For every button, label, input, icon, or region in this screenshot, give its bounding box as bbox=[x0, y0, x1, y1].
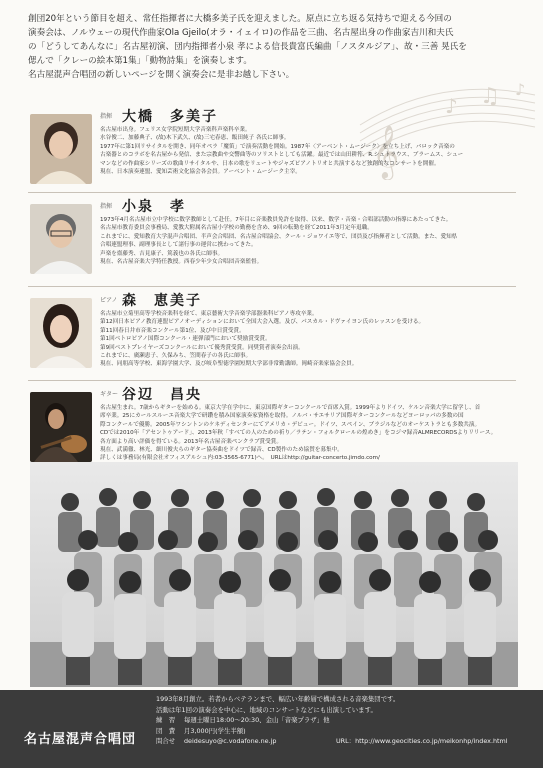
bio-line: 現在、日本演奏連盟、愛知芸術文化協会各会員。アーベント・ムージーク主宰。 bbox=[100, 169, 301, 176]
svg-text:𝄞: 𝄞 bbox=[372, 124, 400, 178]
bio-role: ギター bbox=[100, 391, 118, 398]
intro-line: 名古屋混声合唱団の新しいページを開く演奏会に是非お越し下さい。 bbox=[28, 70, 295, 80]
contact-label: 問合せ bbox=[156, 737, 176, 745]
bio-line: 各方面より高い評価を得ている。2013年名古屋音楽ペンクラブ賞受賞。 bbox=[100, 438, 282, 445]
bio-line: 現在、名古屋音楽大学特任教授。西春少年少女合唱団音楽監督。 bbox=[100, 259, 263, 266]
choir-desc-line: 活動は年1回の演奏会を中心に、地域のコンサートなどにも出演しています。 bbox=[156, 705, 377, 714]
bio-text bbox=[100, 404, 530, 463]
bio-name: 谷辺 昌央 bbox=[122, 387, 202, 403]
portrait-photo bbox=[30, 204, 92, 274]
bio-line: 第9回ベストプレイヤーズコンクールにおいて優秀賞受賞。同奨賞者演奏会出演。 bbox=[100, 344, 304, 351]
bio-line: 現在、同朋高等学校、東海学園大学、及び岐阜聖徳学園短期大学部非常勤講師。岡崎音楽家協会会員。 bbox=[100, 361, 358, 368]
intro-line: 創団20年という節目を超え、常任指揮者に大橋多美子氏を迎えました。原点に立ち返る気持ちで迎える今回の bbox=[28, 14, 452, 24]
bio-line: 1977年に第1回リサイタルを開き、同年オペラ「魔笛」で演奏活動を開始。1987年〈アーベント・ムージーク〉を立ち上げ、バロック音楽の bbox=[100, 143, 455, 150]
choir-name: 名古屋混声合唱団 bbox=[24, 732, 137, 747]
choir-info-footer bbox=[0, 690, 543, 768]
bio-role: 指揮 bbox=[100, 203, 113, 210]
contact-email[interactable]: deidesuyo@c.vodafone.ne.jp bbox=[184, 737, 277, 745]
choir-desc-line: 1993年8月創立。若者からベテランまで、幅広い年齢層で構成される音楽集団です。 bbox=[156, 695, 400, 703]
bio-text bbox=[100, 216, 530, 266]
divider bbox=[28, 192, 516, 193]
choir-details bbox=[156, 694, 536, 747]
bio-role: 指揮 bbox=[100, 113, 113, 120]
svg-text:♪: ♪ bbox=[445, 94, 458, 118]
intro-line: 演奏会は、ノルウェーの現代作曲家Ola Gjeilo(オラ・イェイロ)の作品を三曲、名古屋出身の作曲家吉川和夫氏 bbox=[28, 28, 454, 38]
bio-line: 名古屋生まれ。7歳からギターを始める。東京大学在学中に、東京国際ギターコンクールで首席入賞。1999年よりドイツ、ケルン音楽大学に留学し、首 bbox=[100, 405, 481, 411]
fee-value: 月3,000円(学生半額) bbox=[184, 726, 246, 735]
bio-line: 詳しくは事務局(有限会社オフィスアルシュ内:03-3565-6771)へ。 URLはhttp://guitar-concerto.jimdo.com/ bbox=[100, 455, 380, 462]
bio-line: 名古屋市立菊里高等学校音楽科を経て、東京藝術大学音楽学部器楽科ピアノ専攻卒業。 bbox=[100, 311, 318, 317]
bio-line: 古楽器とのコラボを名古屋から発信、また宗教曲や交響曲等のソリストとしても活躍。最近では山田耕筰、R.シュトラウス、ブラームス、シュー bbox=[100, 152, 464, 159]
svg-text:♪: ♪ bbox=[515, 80, 526, 99]
bio-text bbox=[100, 126, 530, 176]
bio-role: ピアノ bbox=[100, 297, 118, 304]
intro-line: の「どうしてあんなに」名古屋初演、団内指揮者小泉 孝による信長貴富氏編曲「ノスタルジア」、故・三善 晃氏を bbox=[28, 42, 467, 52]
practice-value: 毎週土曜日18:00〜20:30、金山「音楽プラザ」他 bbox=[184, 716, 330, 724]
divider bbox=[28, 286, 516, 287]
bio-line: 際コンクールで優勝。2005年ワシントンのケネディセンターにてアメリカ・デビュー。ドイツ、スペイン、ブラジルなどのオーケストラとも多数共演。 bbox=[100, 421, 481, 428]
practice-row bbox=[156, 715, 536, 726]
svg-text:♫: ♫ bbox=[480, 84, 500, 109]
bio-line: 声楽を齋藤秀、吉見康子、篤義也の各氏に師事。 bbox=[100, 250, 224, 257]
website-url[interactable]: URL：http://www.geocities.co.jp/meikonhp/index.html bbox=[336, 737, 508, 745]
bio-line: これまでに、廣瀬恵子、久保みち、笠間春子の各氏に師事。 bbox=[100, 353, 252, 360]
bio-line: 水谷俊二、加藤典子、(故)木下武久、(故)三宅春恵、飯田純子 各氏に師事。 bbox=[100, 135, 290, 142]
bio-line: 第1回ベトロピアノ国際コンクール・連弾部門において奨励賞受賞。 bbox=[100, 336, 271, 343]
fee-label: 団 費 bbox=[156, 726, 176, 735]
bio-line: 第12回日本ピアノ教育連盟ピアノオーディションにおいて全国大会入選。及び、パスカル・ドヴァイヨン氏のレッスンを受ける。 bbox=[100, 319, 425, 326]
intro-line: 偲んで「クレーの絵本第1集」「動物詩集」を演奏します。 bbox=[28, 56, 252, 66]
bio-line: 1973年4月名古屋市立中学校に数学教師として赴任。7年目に音楽教員免許を取得、以来、数学・音楽・合唱部活動の指導にあたってきた。 bbox=[100, 217, 452, 223]
portrait-photo bbox=[30, 114, 92, 184]
bio-line: 席卒業。25にカールスルーエ音楽大学で研鑽を積み国家演奏家資格を取得。ノルバ・サエサリア国際ギターコンクールなどヨーロッパの多数の国 bbox=[100, 413, 464, 420]
portrait-photo bbox=[30, 298, 92, 368]
bio-line: 第11回春日井市音楽コンクール第1位、及び中日賞受賞。 bbox=[100, 327, 245, 334]
practice-label: 練 習 bbox=[156, 716, 176, 724]
bio-name: 小泉 孝 bbox=[122, 199, 186, 215]
bio-text bbox=[100, 310, 530, 369]
bio-line: 合唱連盟理事、副理事長として諸行事の運営に携わってきた。 bbox=[100, 242, 257, 249]
bio-line: 名古屋市出身。フェリス女学院短期大学音楽科声楽科卒業。 bbox=[100, 127, 251, 133]
portrait-photo bbox=[30, 392, 92, 462]
bio-line: CDでは2010年「アセントゥアード」、2013年秋「すべての人のための祈り／ラテン・フォルクロールの煌めき」をコジマ録音ALMRECORDSよりリリース。 bbox=[100, 430, 497, 437]
bio-line: 現在、武満徹、林光、細川俊夫らのギター協奏曲をドイツで録音、CD製作のため協賛を募集中。 bbox=[100, 447, 343, 454]
bio-line: 名古屋市教育委員会事務局、愛教大附属名古屋小学校の勤務を含め、9回の転勤を経て2011年3月定年退職。 bbox=[100, 225, 373, 232]
choir-group-photo bbox=[30, 462, 518, 687]
bio-line: マンなどの作曲家シリーズの歌曲リサイタルや、日本の歌をリュートやジャズピアノトリオと共演するなど独創的なコンサートを開催。 bbox=[100, 160, 440, 167]
bio-name: 森 恵美子 bbox=[122, 293, 202, 309]
bio-line: これまでに、愛知教育大学混声合唱団、半声会合唱団、名古屋合唱協会、クール・ジョワイエ等で、団員及び指揮者として活動。また、愛知県 bbox=[100, 233, 458, 240]
divider bbox=[28, 380, 516, 381]
bio-name: 大橋 多美子 bbox=[122, 109, 218, 125]
contact-row bbox=[156, 736, 536, 747]
fee-row bbox=[156, 726, 536, 737]
